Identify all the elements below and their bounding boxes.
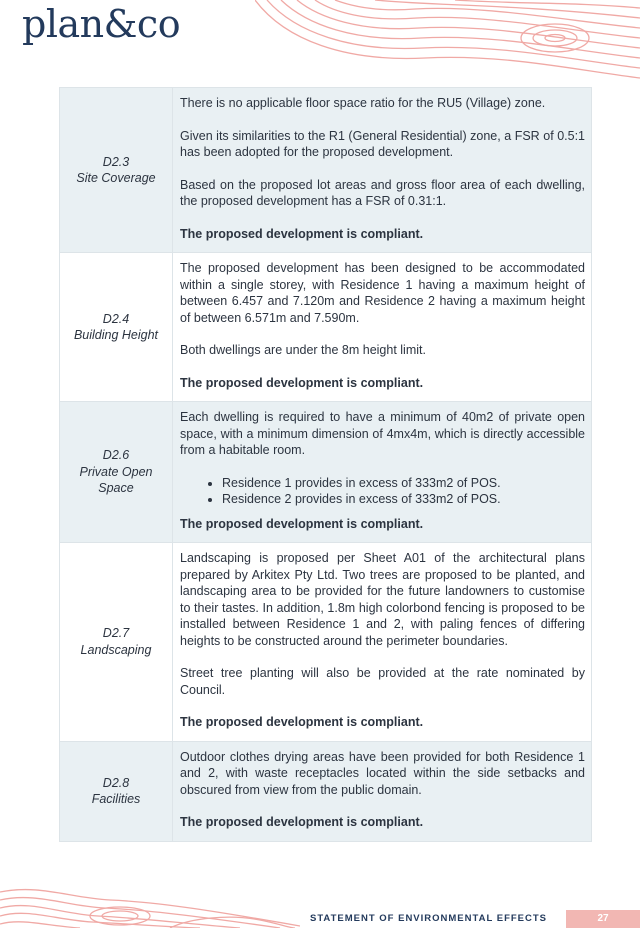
pos-bullet-list [180, 475, 585, 508]
compliance-statement: The proposed development is compliant. [180, 815, 424, 829]
criterion-content [173, 402, 592, 543]
criterion-content [173, 88, 592, 253]
criterion-code: D2.4 [102, 311, 130, 326]
criterion-title: Facilities [91, 792, 141, 806]
criterion-title: Building Height [73, 328, 159, 342]
criterion-code: D2.6 [102, 448, 130, 463]
page-number-badge: 27 [566, 910, 640, 928]
criterion-content [173, 543, 592, 742]
body-paragraph: Based on the proposed lot areas and gross floor area of each dwelling, the proposed development has a FSR of 0.31:1. [180, 177, 585, 208]
table-row [60, 88, 592, 253]
footer-document-title: STATEMENT OF ENVIRONMENTAL EFFECTS [310, 913, 548, 924]
criterion-label [60, 741, 173, 841]
criterion-title: Site Coverage [76, 171, 156, 185]
body-paragraph: Both dwellings are under the 8m height limit. [180, 343, 426, 357]
body-paragraph: Landscaping is proposed per Sheet A01 of the architectural plans prepared by Arkitex Pty Ltd. Two trees are proposed to be planted, and landscaping area to be provided for the future landowners to customise to their tastes. In addition, 1.8m high colorbond fencing is proposed to be installed between Residence 1 and 2, with paling fences of differing heights to be constructed around the perimeter boundaries. [180, 551, 585, 648]
compliance-statement: The proposed development is compliant. [180, 226, 424, 241]
table-row [60, 253, 592, 402]
list-item: • Residence 2 provides in excess of 333m2 of POS. [222, 491, 585, 508]
compliance-statement: The proposed development is compliant. [180, 516, 424, 531]
criterion-title: Landscaping [80, 642, 152, 657]
body-paragraph: There is no applicable floor space ratio for the RU5 (Village) zone. [180, 96, 546, 110]
criterion-code: D2.8 [102, 775, 130, 790]
body-paragraph: Street tree planting will also be provided at the rate nominated by Council. [180, 666, 585, 697]
table-row [60, 543, 592, 742]
table-row [60, 741, 592, 841]
criterion-title: Private Open Space [79, 464, 153, 496]
criterion-content [173, 741, 592, 841]
table-row [60, 402, 592, 543]
body-paragraph: Given its similarities to the R1 (General Residential) zone, a FSR of 0.5:1 has been adopted for the proposed development. [180, 128, 585, 159]
development-criteria-table [59, 87, 592, 842]
criterion-label [60, 88, 173, 253]
topographic-decoration-bottom [0, 878, 300, 928]
criterion-label [60, 253, 173, 402]
list-item: • Residence 1 provides in excess of 333m2 of POS. [222, 475, 585, 492]
criterion-label [60, 543, 173, 742]
body-paragraph: Outdoor clothes drying areas have been provided for both Residence 1 and 2, with waste receptacles located within the side setbacks and obscured from view from the public domain. [180, 749, 585, 797]
criterion-code: D2.3 [102, 154, 130, 169]
topographic-decoration-top [255, 0, 640, 80]
criterion-content [173, 253, 592, 402]
body-paragraph: The proposed development has been designed to be accommodated within a single storey, with Residence 1 having a maximum height of between 6.457 and 7.120m and Residence 2 having a maximum height of between 6.571m and 7.590m. [180, 261, 585, 325]
compliance-statement: The proposed development is compliant. [180, 715, 424, 729]
compliance-statement: The proposed development is compliant. [180, 375, 424, 390]
body-paragraph: Each dwelling is required to have a minimum of 40m2 of private open space, with a minimum dimension of 4mx4m, which is directly accessible from a habitable room. [180, 410, 585, 457]
company-logo: plan&co [22, 2, 181, 46]
criterion-label [60, 402, 173, 543]
criterion-code: D2.7 [102, 626, 130, 641]
